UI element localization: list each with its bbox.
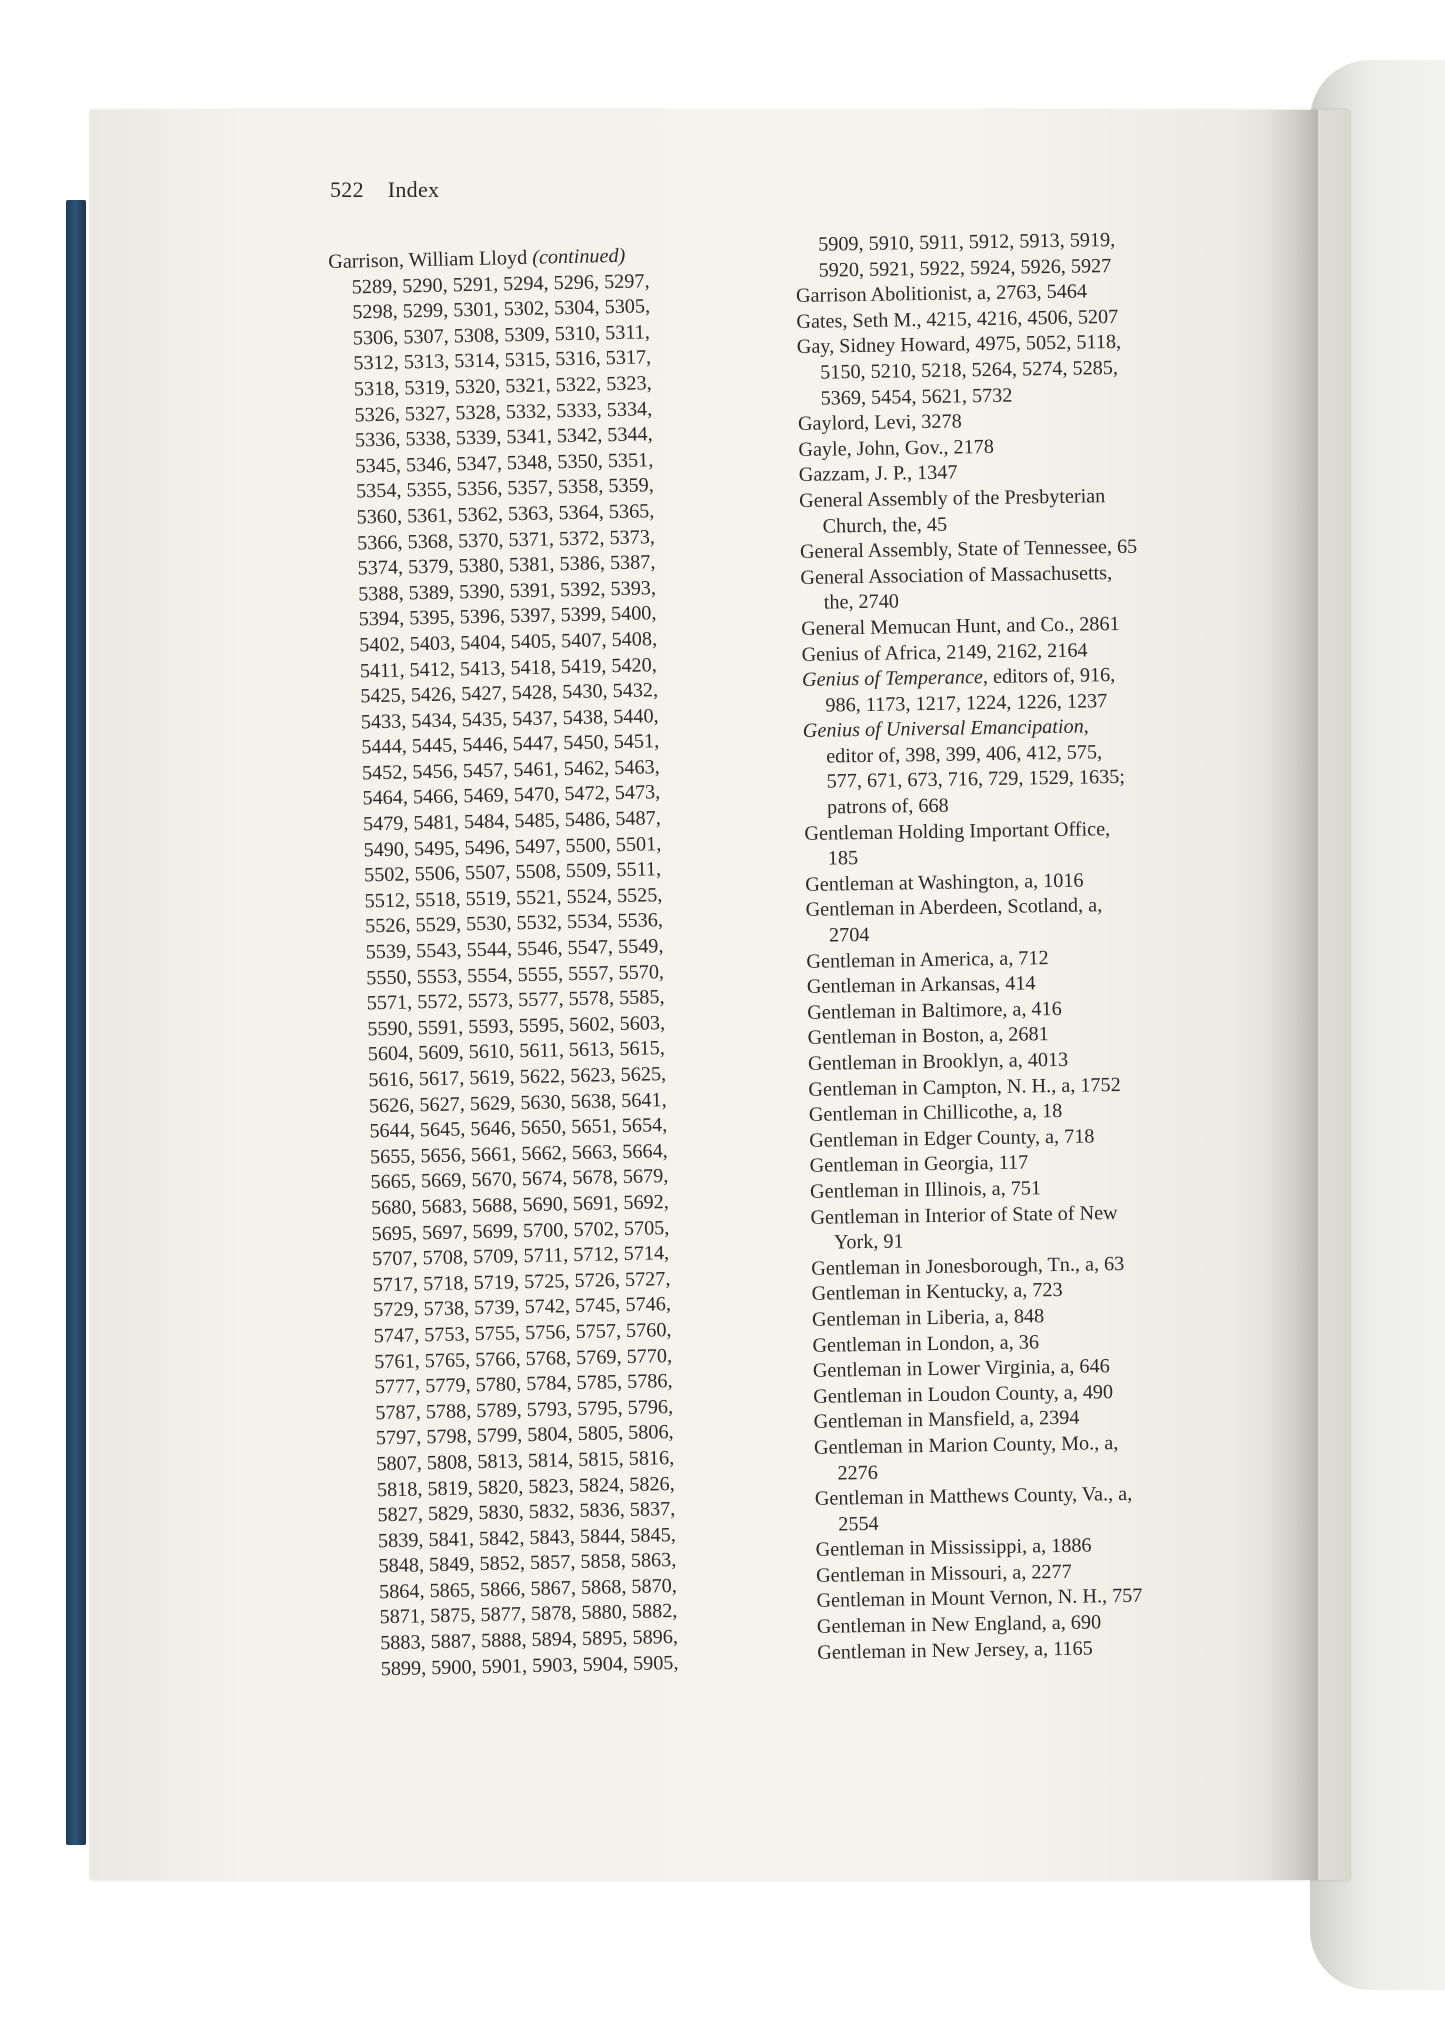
entry-title-line: Gentleman in Interior of State of New	[810, 1201, 1118, 1229]
index-entry	[799, 482, 1270, 541]
index-page	[90, 110, 1350, 1880]
entry-title-line: Gentleman in Matthews County, Va., a,	[814, 1482, 1133, 1510]
reference-line: 5680, 5683, 5688, 5690, 5691, 5692,	[370, 1191, 670, 1220]
entry-title-line: Gentleman in Edger County, a, 718	[809, 1125, 1095, 1152]
entry-title-line: Gentleman in Mount Vernon, N. H., 757	[816, 1585, 1143, 1613]
reference-line: 5289, 5290, 5291, 5294, 5296, 5297,	[351, 269, 650, 299]
reference-line: 5747, 5753, 5755, 5756, 5757, 5760,	[373, 1318, 672, 1348]
entry-title-line: Gentleman in Georgia, 117	[809, 1151, 1029, 1178]
reference-line: 5707, 5708, 5709, 5711, 5712, 5714,	[371, 1242, 670, 1271]
reference-line: 5433, 5434, 5435, 5437, 5438, 5440,	[360, 704, 659, 734]
reference-line: 5388, 5389, 5390, 5391, 5392, 5393,	[357, 576, 657, 606]
entry-continuation-line: the, 2740	[823, 590, 900, 614]
reference-line: 5729, 5738, 5739, 5742, 5745, 5746,	[372, 1293, 672, 1322]
entry-italic-title: Genius of Universal Emancipation	[802, 715, 1084, 743]
reference-line: 5777, 5779, 5780, 5784, 5785, 5786,	[374, 1370, 673, 1399]
reference-line: 5818, 5819, 5820, 5823, 5824, 5826,	[376, 1472, 675, 1501]
entry-title-line: Gentleman in Kentucky, a, 723	[811, 1279, 1063, 1306]
reference-line: 5464, 5466, 5469, 5470, 5472, 5473,	[362, 781, 661, 810]
reference-line: 5807, 5808, 5813, 5814, 5815, 5816,	[376, 1446, 675, 1476]
reference-line: 5827, 5829, 5830, 5832, 5836, 5837,	[377, 1498, 676, 1527]
entry-title-line: Gaylord, Levi, 3278	[797, 410, 962, 436]
entry-title-line: Gentleman in Boston, a, 2681	[807, 1023, 1049, 1050]
entry-title-line: Garrison Abolitionist, a, 2763, 5464	[795, 280, 1088, 308]
reference-line: 5298, 5299, 5301, 5302, 5304, 5305,	[352, 295, 651, 324]
reference-line: 5616, 5617, 5619, 5622, 5623, 5625,	[368, 1063, 667, 1092]
entry-continued-note: (continued)	[532, 244, 626, 269]
reference-line: 5312, 5313, 5314, 5315, 5316, 5317,	[353, 346, 652, 375]
entry-title-line: Gentleman in Aberdeen, Scotland, a,	[805, 894, 1103, 922]
reference-line: 5797, 5798, 5799, 5804, 5805, 5806,	[375, 1421, 674, 1450]
reference-line: 5345, 5346, 5347, 5348, 5350, 5351,	[355, 448, 654, 478]
entry-italic-title: Genius of Temperance	[801, 666, 984, 692]
reference-line: 5526, 5529, 5530, 5532, 5534, 5536,	[364, 909, 664, 938]
reference-line: 5848, 5849, 5852, 5857, 5858, 5863,	[378, 1549, 677, 1578]
reference-line: 5394, 5395, 5396, 5397, 5399, 5400,	[358, 602, 657, 631]
entry-title-line: General Memucan Hunt, and Co., 2861	[801, 612, 1120, 640]
entry-title-line: General Association of Massachusetts,	[800, 561, 1113, 589]
entry-continuation-line: Church, the, 45	[822, 513, 948, 538]
entry-title-line: Gentleman in Jonesborough, Tn., a, 63	[811, 1252, 1125, 1280]
entry-title-line: Gates, Seth M., 4215, 4216, 4506, 5207	[796, 305, 1119, 333]
entry-continuation-line: patrons of, 668	[826, 794, 949, 819]
entry-text: , editors of, 916,	[982, 664, 1116, 689]
index-entry	[805, 891, 1276, 950]
entry-page-references	[329, 268, 728, 1683]
reference-line: 5761, 5765, 5766, 5768, 5769, 5770,	[374, 1344, 673, 1373]
reference-line: 5336, 5338, 5339, 5341, 5342, 5344,	[354, 423, 653, 452]
reference-line: 5626, 5627, 5629, 5630, 5638, 5641,	[368, 1088, 667, 1117]
reference-line: 5644, 5645, 5646, 5650, 5651, 5654,	[369, 1114, 668, 1143]
entry-continuation-line: 2554	[838, 1512, 879, 1536]
reference-line: 5883, 5887, 5888, 5894, 5895, 5896,	[379, 1626, 679, 1655]
reference-line: 5717, 5718, 5719, 5725, 5726, 5727,	[372, 1267, 671, 1297]
reference-line: 5402, 5403, 5404, 5405, 5407, 5408,	[359, 628, 658, 657]
page-content	[90, 110, 1350, 1880]
entry-continuation-line: 577, 671, 673, 716, 729, 1529, 1635;	[826, 766, 1126, 794]
entry-continuation-line: York, 91	[833, 1230, 904, 1254]
entry-name: Garrison, William Lloyd	[328, 246, 528, 273]
reference-line: 5326, 5327, 5328, 5332, 5333, 5334,	[354, 397, 653, 427]
entry-title-line: Gentleman in Arkansas, 414	[806, 972, 1036, 999]
reference-line: 5571, 5572, 5573, 5577, 5578, 5585,	[366, 986, 665, 1015]
entry-continuation-line: editor of, 398, 399, 406, 412, 575,	[826, 741, 1103, 768]
entry-continuation-line: 2704	[828, 923, 870, 947]
entry-title-line: Gentleman in Lower Virginia, a, 646	[812, 1355, 1110, 1382]
reference-line: 5864, 5865, 5866, 5867, 5868, 5870,	[378, 1574, 678, 1604]
index-entry	[797, 328, 1268, 412]
index-entry	[810, 1198, 1281, 1257]
reference-line: 5695, 5697, 5699, 5700, 5702, 5705,	[371, 1216, 670, 1245]
entry-title-line: Gentleman in Campton, N. H., a, 1752	[808, 1073, 1121, 1101]
reference-line: 5871, 5875, 5877, 5878, 5880, 5882,	[379, 1600, 678, 1629]
entry-title-line: Gentleman in Mississippi, a, 1886	[815, 1534, 1092, 1562]
entry-title-line: Gay, Sidney Howard, 4975, 5052, 5118,	[796, 331, 1122, 359]
book-binding	[66, 200, 86, 1845]
reference-line: 5425, 5426, 5427, 5428, 5430, 5432,	[360, 679, 659, 708]
reference-line: 5306, 5307, 5308, 5309, 5310, 5311,	[352, 321, 651, 350]
reference-line: 5899, 5900, 5901, 5903, 5904, 5905,	[380, 1651, 679, 1680]
entry-continuation-line: 5150, 5210, 5218, 5264, 5274, 5285,	[820, 356, 1119, 384]
entry-title-line: Gentleman in Illinois, a, 751	[809, 1177, 1042, 1203]
entry-title-line: Gentleman in Loudon County, a, 490	[813, 1380, 1114, 1408]
gutter-shadow	[1262, 110, 1318, 1880]
entry-title-line: Gentleman in America, a, 712	[806, 946, 1049, 973]
entry-title-line: General Assembly of the Presbyterian	[799, 485, 1106, 512]
entry-text: ,	[1083, 715, 1089, 738]
reference-line: 5604, 5609, 5610, 5611, 5613, 5615,	[367, 1037, 666, 1066]
reference-line: 5512, 5518, 5519, 5521, 5524, 5525,	[364, 883, 663, 913]
reference-line: 5590, 5591, 5593, 5595, 5602, 5603,	[367, 1011, 666, 1041]
index-entry	[803, 712, 1275, 822]
reference-line: 5452, 5456, 5457, 5461, 5462, 5463,	[361, 756, 660, 785]
entry-title-line: Gentleman in Mansfield, a, 2394	[813, 1406, 1080, 1434]
reference-line: 5502, 5506, 5507, 5508, 5509, 5511,	[363, 858, 662, 887]
entry-continuation-line: 2276	[837, 1461, 879, 1484]
reference-line: 5655, 5656, 5661, 5662, 5663, 5664,	[369, 1139, 668, 1169]
reference-line: 5444, 5445, 5446, 5447, 5450, 5451,	[361, 730, 660, 759]
page-number: 522	[330, 177, 364, 202]
entry-title-line: Genius of Africa, 2149, 2162, 2164	[801, 638, 1088, 666]
entry-title-line: Gentleman in London, a, 36	[812, 1330, 1040, 1357]
entry-title-line: General Assembly, State of Tennessee, 65	[799, 535, 1138, 564]
reference-line: 5550, 5553, 5554, 5555, 5557, 5570,	[366, 960, 665, 989]
entry-title-line: Gentleman in Brooklyn, a, 4013	[807, 1048, 1069, 1075]
reference-line: 5539, 5543, 5544, 5546, 5547, 5549,	[365, 935, 664, 964]
reference-line: 5411, 5412, 5413, 5418, 5419, 5420,	[359, 653, 658, 682]
reference-line: 5360, 5361, 5362, 5363, 5364, 5365,	[356, 500, 655, 529]
entry-title-line: Gentleman Holding Important Office,	[804, 817, 1111, 845]
reference-line: 5665, 5669, 5670, 5674, 5678, 5679,	[370, 1165, 669, 1194]
running-head	[330, 177, 439, 203]
entry-title-line: Gentleman in Liberia, a, 848	[811, 1305, 1045, 1331]
reference-line: 5354, 5355, 5356, 5357, 5358, 5359,	[355, 474, 655, 503]
section-title: Index	[387, 177, 440, 202]
index-column-right	[795, 226, 1287, 1666]
entry-title-line: Gentleman at Washington, a, 1016	[805, 869, 1084, 896]
entry-continuation-line: 5920, 5921, 5922, 5924, 5926, 5927	[818, 254, 1112, 282]
reference-line: 5839, 5841, 5842, 5843, 5844, 5845,	[377, 1523, 676, 1552]
index-entry	[815, 1480, 1286, 1539]
index-entry	[814, 1428, 1285, 1487]
entry-title-line: Gentleman in Marion County, Mo., a,	[813, 1431, 1119, 1459]
reference-line: 5787, 5788, 5789, 5793, 5795, 5796,	[375, 1395, 674, 1424]
entry-title-line: Gentleman in Chillicothe, a, 18	[808, 1100, 1063, 1127]
entry-continuation-line: 5909, 5910, 5911, 5912, 5913, 5919,	[818, 228, 1116, 256]
next-page-text-fragment	[1428, 190, 1436, 310]
index-entry	[800, 558, 1271, 617]
reference-line: 5479, 5481, 5484, 5485, 5486, 5487,	[362, 807, 661, 836]
reference-line: 5374, 5379, 5380, 5381, 5386, 5387,	[357, 551, 656, 580]
index-entry	[795, 226, 1266, 285]
reference-line: 5366, 5368, 5370, 5371, 5372, 5373,	[356, 525, 656, 554]
index-entry	[802, 661, 1273, 720]
entry-title-line: Gentleman in Baltimore, a, 416	[807, 997, 1062, 1024]
reference-line: 5490, 5495, 5496, 5497, 5500, 5501,	[363, 832, 662, 862]
reference-line: 5318, 5319, 5320, 5321, 5322, 5323,	[353, 372, 652, 401]
entry-title-line: Gentleman in New Jersey, a, 1165	[817, 1637, 1093, 1664]
entry-continuation-line: 5369, 5454, 5621, 5732	[820, 384, 1013, 410]
index-entry	[804, 814, 1275, 873]
entry-continuation-line: 986, 1173, 1217, 1224, 1226, 1237	[825, 689, 1108, 717]
entry-title-line: Gentleman in New England, a, 690	[816, 1611, 1102, 1638]
entry-title-line: Gayle, John, Gov., 2178	[798, 435, 995, 461]
entry-title-line: Gazzam, J. P., 1347	[798, 461, 958, 487]
index-column-left	[328, 242, 728, 1683]
entry-title-line: Gentleman in Missouri, a, 2277	[815, 1560, 1072, 1587]
entry-continuation-line: 185	[827, 847, 859, 870]
